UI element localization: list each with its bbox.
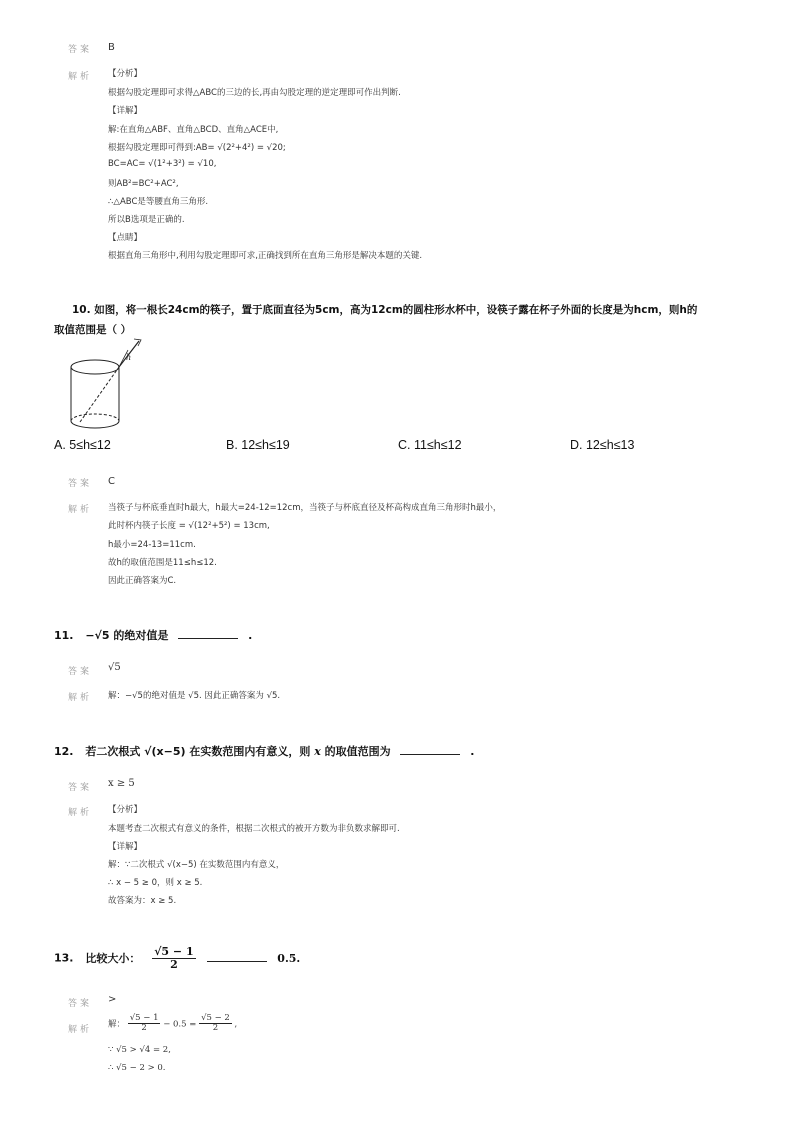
q10-line: 因此正确答案为C. [108,576,177,586]
q11-question [54,627,252,643]
q10-stem: 取值范围是（ ） [54,324,132,336]
q13-stem: 比较大小： [85,951,141,965]
q10-line: 此时杯内筷子长度 = √(12²+5²) = 13cm, [108,521,270,531]
q13-tail: 0.5. [277,951,301,965]
q12-end: . [470,745,475,758]
q13-answer-blank[interactable] [207,961,267,962]
q12-variable: x [314,745,321,758]
q12-line: 【分析】 [108,805,143,815]
analysis-label: 解析 [68,72,93,82]
q9-line: 根据勾股定理即可求得△ABC的三边的长,再由勾股定理的逆定理即可作出判断. [108,88,401,98]
q9-line: 【详解】 [108,106,143,116]
q11-number: 11. [54,629,74,642]
q12-line: 本题考查二次根式有意义的条件，根据二次根式的被开方数为非负数求解即可. [108,824,400,834]
answer-label: 答案 [68,45,93,55]
q12-line: 故答案为：x ≥ 5. [108,896,177,906]
q13-question [54,946,300,971]
q13-sol-mid: − 0.5 = [163,1019,197,1030]
option-c[interactable]: C. 11≤h≤12 [398,438,462,452]
cylinder-figure [68,334,158,434]
q13-fraction [152,946,195,971]
q12-answer: x ≥ 5 [108,778,135,789]
analysis-label: 解析 [68,505,93,515]
q12-stem-tail: 的取值范围为 [324,745,391,758]
option-b[interactable]: B. 12≤h≤19 [226,438,290,452]
q10-line: 故h的取值范围是11≤h≤12. [108,558,217,568]
q13-line: ∴ √5 − 2 > 0. [108,1063,166,1073]
q9-line: 所以B选项是正确的. [108,215,185,225]
q9-line: 则AB²=BC²+AC², [108,179,179,189]
q10-line: h最小=24-13=11cm. [108,540,196,550]
q11-stem: −√5 的绝对值是 [85,629,169,642]
q12-line: 解：∵二次根式 √(x−5) 在实数范围内有意义， [108,860,285,870]
answer-label: 答案 [68,999,93,1009]
analysis-label: 解析 [68,693,93,703]
q13-sol-b-num: √5 − 2 [201,1013,230,1023]
q13-fraction-denominator: 2 [170,958,178,972]
q13-sol-fraction-a [128,1014,161,1034]
q13-sol-b-den: 2 [212,1023,219,1034]
q13-sol-a-den: 2 [141,1023,147,1034]
q9-answer: B [108,42,115,53]
q13-number: 13. [54,951,74,965]
q13-sol-end: , [234,1019,238,1030]
q9-line: 【点睛】 [108,233,143,243]
q13-sol-fraction-b [199,1014,232,1034]
q12-stem: 若二次根式 √(x−5) 在实数范围内有意义，则 [85,745,311,758]
q13-solution-line: 解： $\frac{√5 - 1}{2}$ − 0.5 = $\frac{√5 - 2}{2}$ , [108,1013,238,1034]
q12-line: ∴ x − 5 ≥ 0，则 x ≥ 5. [108,878,203,888]
q10-answer: C [108,476,115,487]
q9-line: 根据勾股定理即可得到:AB= √(2²+4²) = √20; [108,143,286,153]
answer-label: 答案 [68,479,93,489]
analysis-label: 解析 [68,808,93,818]
q9-line: 根据直角三角形中,利用勾股定理即可求,正确找到所在直角三角形是解决本题的关键. [108,251,423,261]
analysis-label: 解析 [68,1025,93,1035]
q10-line: 当筷子与杯底垂直时h最大，h最大=24-12=12cm，当筷子与杯底直径及杯高构成直角三角形时h最小， [108,503,502,513]
q13-line: ∵ √5 > √4 = 2, [108,1045,171,1055]
q12-answer-blank[interactable] [400,754,460,755]
q13-fraction-numerator: √5 − 1 [154,945,194,958]
option-a[interactable]: A. 5≤h≤12 [54,438,111,452]
q12-line: 【详解】 [108,842,143,852]
answer-label: 答案 [68,783,93,793]
q9-line: 【分析】 [108,69,143,79]
answer-label: 答案 [68,667,93,677]
q13-sol-a-num: √5 − 1 [129,1013,159,1023]
q13-answer: > [108,994,117,1005]
figure-label-h: h [126,353,132,362]
q12-question [54,743,474,759]
q11-answer-blank[interactable] [178,638,238,639]
q10-stem: 10. 如图，将一根长24cm的筷子，置于底面直径为5cm，高为12cm的圆柱形水杯中，设筷子露在杯子外面的长度是为hcm，则h的 [72,304,698,316]
q9-line: BC=AC= √(1²+3²) = √10, [108,159,217,169]
q11-end: . [248,629,253,642]
q11-analysis: 解：−√5的绝对值是 √5. 因此正确答案为 √5. [108,691,281,701]
q11-answer: √5 [108,662,121,673]
q9-line: ∴△ABC是等腰直角三角形. [108,197,209,207]
q12-number: 12. [54,745,74,758]
q9-line: 解:在直角△ABF、直角△BCD、直角△ACE中, [108,125,279,135]
option-d[interactable]: D. 12≤h≤13 [570,438,635,452]
